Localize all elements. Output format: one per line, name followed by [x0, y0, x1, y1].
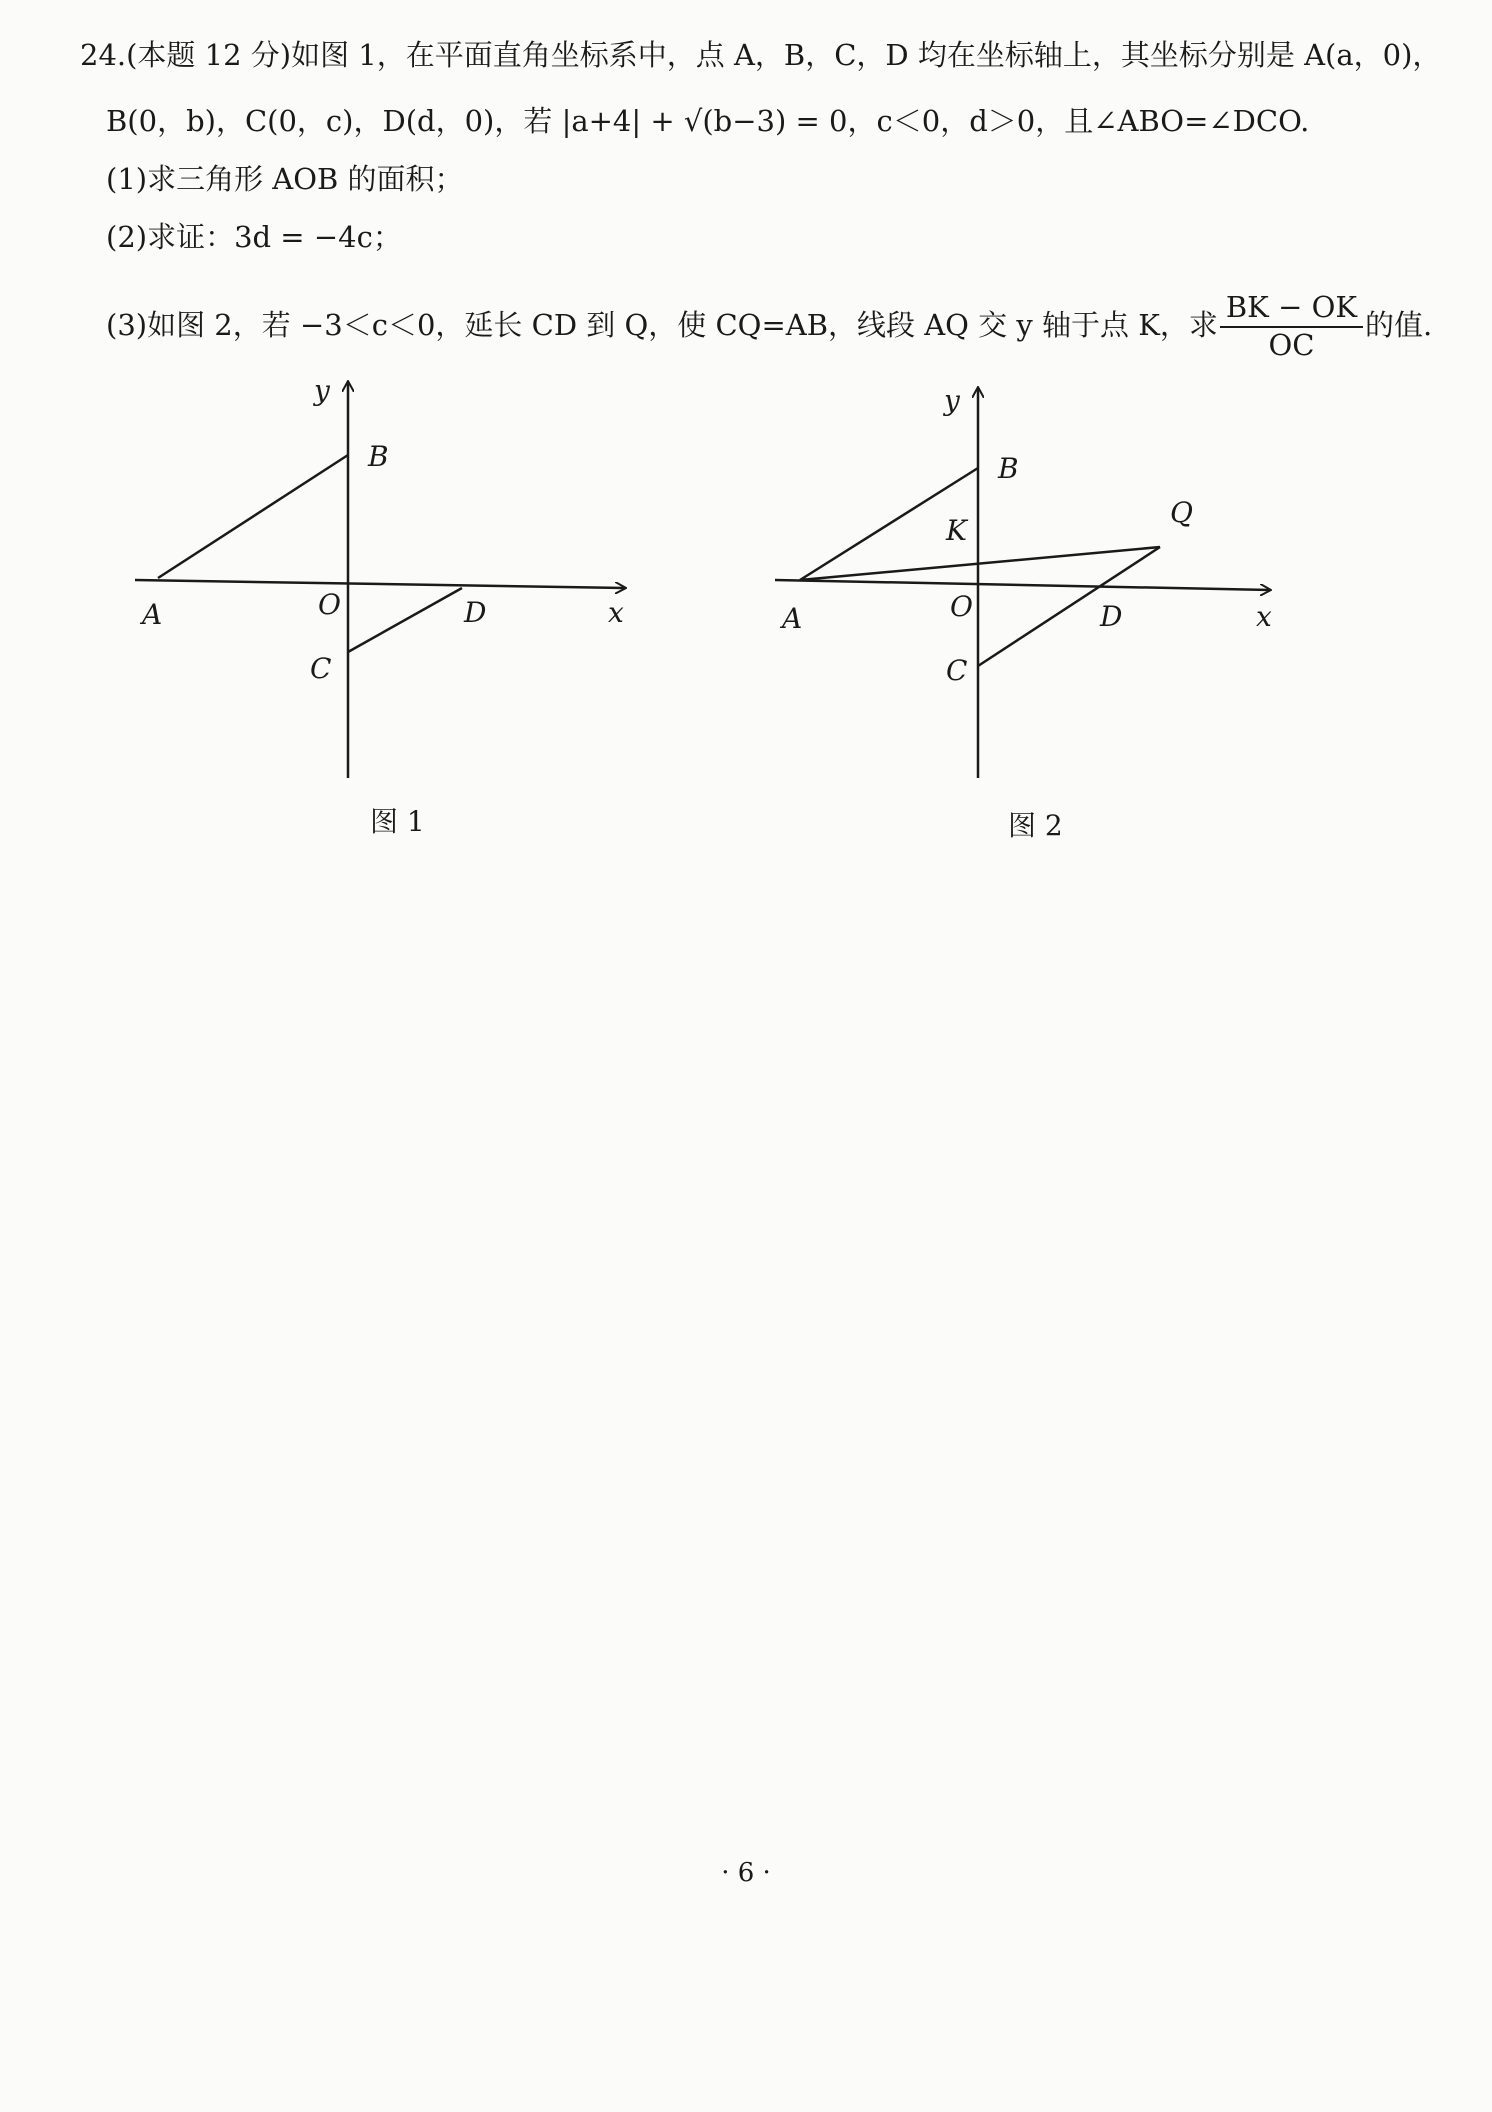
question-3: [106, 292, 1432, 362]
label-o: O: [318, 588, 341, 621]
problem-statement-line-1: 24.(本题 12 分)如图 1，在平面直角坐标系中，点 A，B，C，D 均在坐标轴上，其坐标分别是 A(a，0)，: [80, 38, 1442, 72]
label-x: x: [608, 596, 624, 629]
fraction-numerator: BK − OK: [1220, 292, 1363, 328]
label-d: D: [1100, 600, 1123, 633]
label-c: C: [310, 652, 332, 685]
problem-statement-line-2: B(0，b)，C(0，c)，D(d，0)，若 |a+4| + √(b−3) = 0，c＜0，d＞0，且∠ABO=∠DCO.: [106, 104, 1310, 138]
fraction-denominator: OC: [1268, 327, 1315, 362]
label-a: A: [142, 598, 163, 631]
label-k: K: [946, 514, 967, 547]
label-o: O: [950, 590, 973, 623]
figure-2-caption: 图 2: [1008, 809, 1063, 842]
label-a: A: [782, 602, 803, 635]
question-1: (1)求三角形 AOB 的面积；: [106, 162, 464, 196]
label-y: y: [944, 384, 960, 417]
segment-cq: [978, 547, 1160, 666]
segment-ab: [158, 455, 348, 578]
segment-cd: [348, 588, 462, 652]
figure-2: [770, 380, 1290, 842]
segment-aq: [800, 547, 1160, 580]
x-axis: [775, 580, 1270, 590]
question-3-text: (3)如图 2，若 −3＜c＜0，延长 CD 到 Q，使 CQ=AB，线段 AQ 交 y 轴于点 K，求: [106, 307, 1218, 342]
figure-1: [120, 370, 640, 838]
question-3-ending: 的值.: [1365, 307, 1433, 342]
label-q: Q: [1170, 496, 1193, 529]
label-d: D: [464, 596, 487, 629]
figure-1-diagram: [120, 370, 640, 790]
question-2: (2)求证：3d = −4c；: [106, 220, 402, 254]
figure-1-caption: 图 1: [370, 805, 425, 838]
question-3-fraction: [1220, 292, 1363, 362]
label-b: B: [368, 440, 389, 473]
label-y: y: [314, 374, 330, 407]
label-c: C: [946, 654, 968, 687]
label-x: x: [1256, 600, 1272, 633]
page-number: · 6 ·: [721, 1858, 771, 1888]
x-axis: [135, 580, 625, 588]
figure-2-diagram: [770, 380, 1290, 800]
label-b: B: [998, 452, 1019, 485]
